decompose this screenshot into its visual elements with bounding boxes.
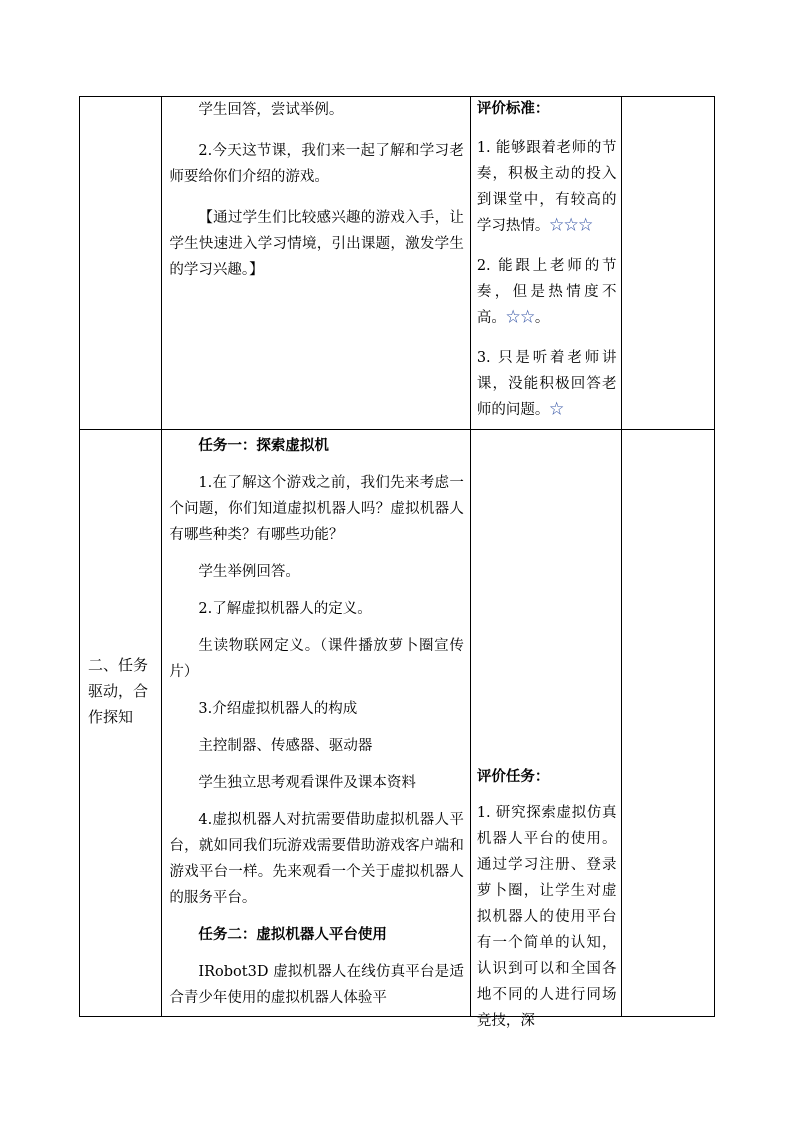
activity-paragraph: 学生举例回答。 <box>198 564 300 580</box>
activity-paragraph: 2.了解虚拟机器人的定义。 <box>198 601 372 617</box>
stage-cell <box>80 430 162 1017</box>
evaluation-heading: 评价标准： <box>476 100 550 117</box>
notes-cell-empty <box>621 97 714 430</box>
evaluation-item-text: 3. 只是听着老师讲课，没能积极回答老师的问题。 <box>476 350 617 418</box>
table-row <box>80 97 715 430</box>
evaluation-item <box>477 345 617 423</box>
evaluation-item <box>477 253 617 331</box>
activity-paragraph: 生读物联网定义。（课件播放萝卜圈宣传片） <box>169 638 464 680</box>
activity-cell <box>162 97 470 430</box>
activity-paragraph: 主控制器、传感器、驱动器 <box>198 738 373 754</box>
activity-paragraph: 学生独立思考观看课件及课本资料 <box>198 775 416 791</box>
activity-paragraph: 1.在了解这个游戏之前，我们先来考虑一个问题，你们知道虚拟机器人吗？虚拟机器人有哪些种类？有哪些功能？ <box>169 475 464 543</box>
activity-paragraph: 学生回答，尝试举例。 <box>198 102 344 118</box>
stage-cell-empty <box>80 97 162 430</box>
star-rating: ☆ <box>549 402 564 418</box>
activity-paragraph: 3.介绍虚拟机器人的构成 <box>198 701 358 717</box>
task-title: 任务一：探索虚拟机 <box>198 437 329 454</box>
task-title: 任务二：虚拟机器人平台使用 <box>198 926 387 943</box>
table-row <box>80 430 715 1017</box>
activity-cell <box>162 430 470 1017</box>
evaluation-item-text: 2. 能跟上老师的节奏，但是热情度不高。 <box>476 258 617 326</box>
evaluation-cell <box>470 430 621 1029</box>
activity-paragraph: 2.今天这节课，我们来一起了解和学习老师要给你们介绍的游戏。 <box>169 143 464 185</box>
evaluation-item-text: 1. 能够跟着老师的节奏，积极主动的投入到课堂中，有较高的学习热情。 <box>476 140 617 234</box>
activity-paragraph: IRobot3D 虚拟机器人在线仿真平台是适合青少年使用的虚拟机器人体验平 <box>169 964 464 1006</box>
evaluation-item-tail: 。 <box>534 310 550 326</box>
lesson-plan-table <box>79 96 715 1029</box>
evaluation-heading: 评价任务： <box>476 768 550 785</box>
evaluation-item: 1. 研究探索虚拟仿真机器人平台的使用。通过学习注册、登录萝卜圈，让学生对虚拟机器人的使用平台有一个简单的认知，认识到可以和全国各地不同的人进行同场竞技，深 <box>476 805 617 1029</box>
evaluation-item <box>477 135 617 239</box>
stage-label: 二、任务驱动，合作探知 <box>88 656 149 726</box>
star-rating: ☆☆ <box>505 310 535 326</box>
star-rating: ☆☆☆ <box>549 218 593 234</box>
notes-cell-empty <box>621 430 714 1017</box>
evaluation-cell <box>470 97 621 430</box>
activity-paragraph: 【通过学生们比较感兴趣的游戏入手，让学生快速进入学习情境，引出课题，激发学生的学习兴趣。】 <box>169 210 464 278</box>
activity-paragraph: 4.虚拟机器人对抗需要借助虚拟机器人平台，就如同我们玩游戏需要借助游戏客户端和游戏平台一样。先来观看一个关于虚拟机器人的服务平台。 <box>169 812 464 906</box>
